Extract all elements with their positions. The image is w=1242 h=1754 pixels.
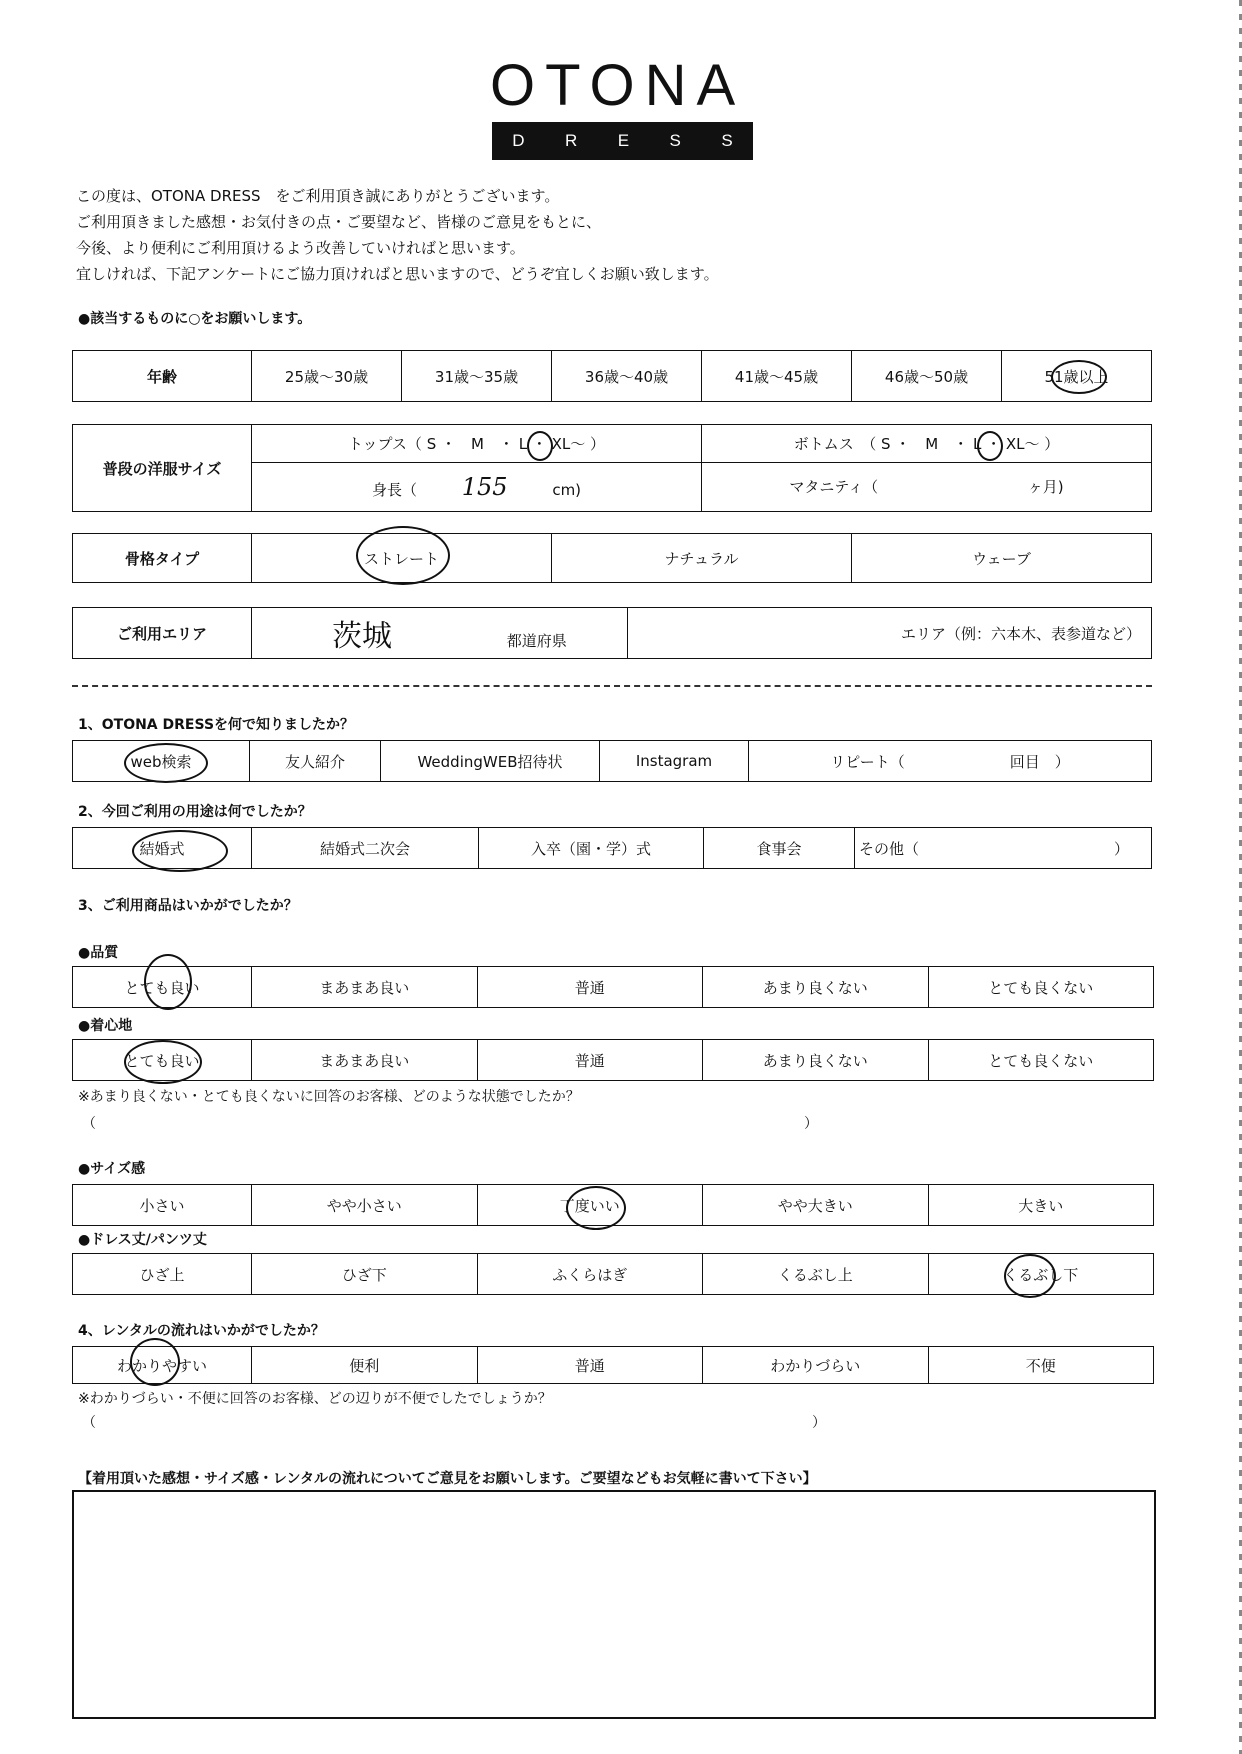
age-option[interactable]: 46歳～50歳 (852, 351, 1002, 402)
logo-letter: E (617, 131, 630, 150)
instruction-notice: ●該当するものに○をお願いします。 (78, 311, 312, 327)
brand-logo-wordmark: OTONA (490, 53, 746, 118)
area-field[interactable]: エリア（例：六本木、表参道など） (628, 608, 1152, 659)
maternity-unit: ヶ月) (1027, 478, 1064, 497)
selection-circle (130, 1338, 180, 1386)
intro-line: この度は、OTONA DRESS をご利用頂き誠にありがとうございます。 (76, 187, 560, 205)
frame-type-label: 骨格タイプ (73, 534, 252, 583)
quality-table (72, 966, 1154, 1008)
fit-option[interactable]: 小さい (73, 1185, 252, 1226)
prefecture-value: 茨城 (332, 619, 392, 654)
intro-text (76, 183, 719, 287)
tops-size-options[interactable]: トップス（ S ・ M ・ L ・ XL～ ） (252, 425, 702, 463)
fit-option[interactable]: やや大きい (703, 1185, 929, 1226)
prefecture-field[interactable] (252, 608, 628, 659)
q4-option[interactable]: 普通 (477, 1347, 703, 1384)
question-2-title: 2、今回ご利用の用途は何でしたか？ (78, 804, 312, 820)
length-option[interactable]: ひざ下 (252, 1254, 478, 1295)
selection-circle (1004, 1254, 1056, 1298)
length-option[interactable]: くるぶし上 (703, 1254, 929, 1295)
selection-circle (124, 1040, 202, 1084)
q2-options-table (72, 827, 1152, 869)
length-label: ●ドレス丈/パンツ丈 (78, 1232, 207, 1248)
quality-option[interactable]: あまり良くない (703, 967, 929, 1008)
q4-option[interactable]: わかりやすい (73, 1347, 252, 1384)
selection-circle (527, 431, 553, 461)
fit-label: ●サイズ感 (78, 1161, 146, 1177)
height-unit: cm) (552, 480, 582, 499)
selection-circle (124, 743, 208, 783)
q4-options-table (72, 1346, 1154, 1384)
fit-option[interactable]: 丁度いい (477, 1185, 703, 1226)
area-label: ご利用エリア (73, 608, 252, 659)
question-3-title: 3、ご利用商品はいかがでしたか？ (78, 898, 298, 914)
length-option[interactable]: ひざ上 (73, 1254, 252, 1295)
age-label: 年齢 (73, 351, 252, 402)
quality-label: ●品質 (78, 945, 119, 961)
comfort-option[interactable]: 普通 (477, 1040, 703, 1081)
comfort-option[interactable]: あまり良くない (703, 1040, 929, 1081)
frame-type-table (72, 533, 1152, 583)
comfort-option[interactable]: とても良くない (928, 1040, 1154, 1081)
q4-paren-open: （ (82, 1415, 96, 1431)
height-field[interactable] (252, 462, 702, 511)
frame-option[interactable]: ナチュラル (552, 534, 852, 583)
quality-option[interactable]: とても良い (73, 967, 252, 1008)
q1-option[interactable]: リピート（ 回目 ） (749, 741, 1152, 782)
q1-options-table (72, 740, 1152, 782)
area-table (72, 607, 1152, 659)
height-value: 155 (461, 472, 508, 501)
age-option[interactable]: 41歳～45歳 (702, 351, 852, 402)
logo-letter: S (721, 131, 733, 150)
age-option[interactable]: 31歳～35歳 (402, 351, 552, 402)
intro-line: 今後、より便利にご利用頂けるよう改善していければと思います。 (76, 239, 525, 257)
brand-logo-dress-bar (492, 122, 753, 160)
q4-note: ※わかりづらい・不便に回答のお客様、どの辺りが不便でしたでしょうか？ (78, 1391, 552, 1407)
q2-option[interactable]: 結婚式 (73, 828, 252, 869)
comfort-option[interactable]: まあまあ良い (252, 1040, 478, 1081)
q2-option[interactable]: 入卒（園・学）式 (479, 828, 704, 869)
age-option[interactable]: 25歳～30歳 (252, 351, 402, 402)
q4-option[interactable]: 不便 (928, 1347, 1154, 1384)
height-label: 身長（ (371, 480, 417, 499)
comfort-paren-close: ） (804, 1116, 818, 1132)
question-4-title: 4、レンタルの流れはいかがでしたか？ (78, 1323, 325, 1339)
selection-circle (566, 1186, 626, 1230)
q4-paren-close: ） (812, 1415, 826, 1431)
selection-circle (132, 830, 228, 872)
maternity-label: マタニティ（ (789, 478, 879, 497)
maternity-field[interactable] (702, 462, 1152, 511)
quality-option[interactable]: とても良くない (928, 967, 1154, 1008)
logo-letter: S (669, 131, 681, 150)
selection-circle (144, 954, 192, 1010)
age-table (72, 350, 1152, 402)
quality-option[interactable]: まあまあ良い (252, 967, 478, 1008)
quality-option[interactable]: 普通 (477, 967, 703, 1008)
question-1-title: 1、OTONA DRESSを何で知りましたか？ (78, 717, 355, 733)
q1-option[interactable]: Instagram (600, 741, 749, 782)
intro-line: 宜しければ、下記アンケートにご協力頂ければと思いますので、どうぞ宜しくお願い致します。 (76, 265, 719, 283)
comment-title: 【着用頂いた感想・サイズ感・レンタルの流れについてご意見をお願いします。ご要望などもお気軽に書いて下さい】 (78, 1471, 817, 1487)
q2-option[interactable]: 食事会 (704, 828, 855, 869)
comfort-label: ●着心地 (78, 1018, 133, 1034)
q2-option[interactable]: その他（ ） (855, 828, 1152, 869)
length-table (72, 1253, 1154, 1295)
comfort-table (72, 1039, 1154, 1081)
fit-option[interactable]: やや小さい (252, 1185, 478, 1226)
selection-circle (356, 526, 450, 585)
frame-option[interactable]: ウェーブ (852, 534, 1152, 583)
section-divider (72, 685, 1152, 687)
age-option[interactable]: 51歳以上 (1002, 351, 1152, 402)
frame-option[interactable]: ストレート (252, 534, 552, 583)
q2-option[interactable]: 結婚式二次会 (252, 828, 479, 869)
comfort-note: ※あまり良くない・とても良くないに回答のお客様、どのような状態でしたか？ (78, 1089, 580, 1105)
q1-option[interactable]: WeddingWEB招待状 (381, 741, 600, 782)
selection-circle (977, 431, 1003, 461)
logo-letter: R (564, 131, 578, 150)
length-option[interactable]: くるぶし下 (928, 1254, 1154, 1295)
age-option[interactable]: 36歳～40歳 (552, 351, 702, 402)
q1-option[interactable]: web検索 (73, 741, 250, 782)
comfort-option[interactable]: とても良い (73, 1040, 252, 1081)
prefecture-label: 都道府県 (506, 632, 567, 650)
length-option[interactable]: ふくらはぎ (477, 1254, 703, 1295)
selection-circle (1051, 360, 1107, 394)
fit-option[interactable]: 大きい (928, 1185, 1154, 1226)
size-label: 普段の洋服サイズ (73, 425, 252, 512)
comment-box[interactable] (72, 1490, 1156, 1719)
intro-line: ご利用頂きました感想・お気付きの点・ご要望など、皆様のご意見をもとに、 (76, 213, 602, 231)
q1-option[interactable]: 友人紹介 (250, 741, 381, 782)
logo-letter: D (512, 131, 525, 150)
q4-option[interactable]: 便利 (252, 1347, 478, 1384)
bottoms-size-options[interactable]: ボトムス （ S ・ M ・ L ・ XL～ ） (702, 425, 1152, 463)
comfort-paren-open: （ (82, 1116, 96, 1132)
q4-option[interactable]: わかりづらい (703, 1347, 929, 1384)
